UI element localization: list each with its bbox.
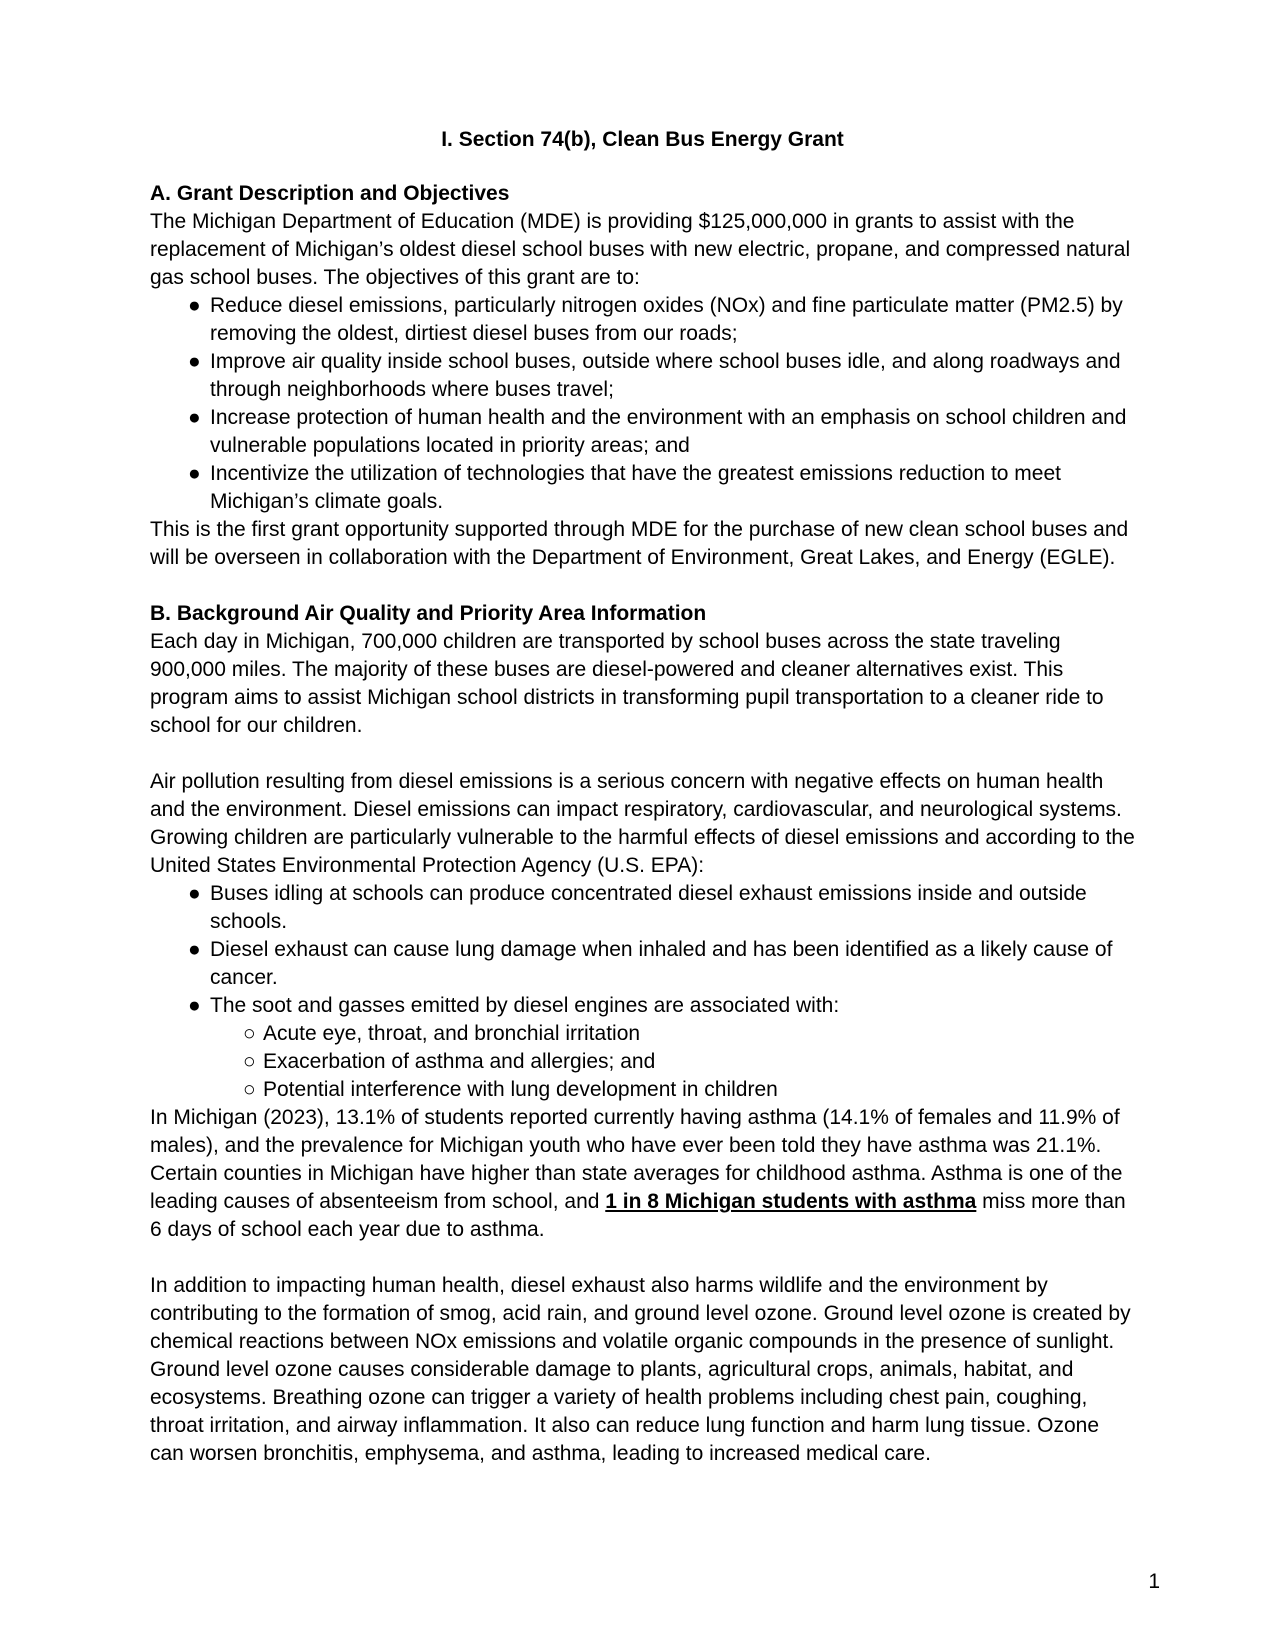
sub-list-item-text: Exacerbation of asthma and allergies; and [263, 1050, 656, 1073]
list-item [150, 292, 1135, 348]
list-item-text: Improve air quality inside school buses, outside where school buses idle, and along roadways and through neighborhoods where buses travel; [210, 350, 1121, 401]
document-title: I. Section 74(b), Clean Bus Energy Grant [441, 128, 844, 151]
list-item [150, 348, 1135, 404]
section-a [150, 180, 1135, 572]
page-number: 1 [1148, 1570, 1160, 1593]
asthma-stats-text-end: miss more than 6 days of school each year due to asthma. [150, 1190, 1126, 1241]
spacer [150, 572, 1135, 600]
health-effects-sublist [150, 1020, 1135, 1104]
list-item [150, 936, 1135, 992]
list-item-text: Incentivize the utilization of technologies that have the greatest emissions reduction to meet Michigan’s climate goals. [210, 462, 1061, 513]
bullet-icon: ● [188, 294, 201, 317]
sub-list-item-text: Potential interference with lung development in children [263, 1078, 778, 1101]
sub-list-item [150, 1020, 1135, 1048]
circle-bullet-icon: ○ [243, 1078, 256, 1101]
asthma-stats-text: In Michigan (2023), 13.1% of students reported currently having asthma (14.1% of females and 11.9% of males), and the prevalence for Michigan youth who have ever been told they have asthma was 21.1%. Certain counties in Michigan have higher than state averages for childhood asthma. Asthma is one of the leading causes of absenteeism from school, and [150, 1106, 1123, 1213]
bullet-icon: ● [188, 938, 201, 961]
section-b-heading: B. Background Air Quality and Priority Area Information [150, 602, 707, 625]
circle-bullet-icon: ○ [243, 1050, 256, 1073]
asthma-students-link[interactable]: 1 in 8 Michigan students with asthma [605, 1190, 977, 1213]
list-item-text: Increase protection of human health and the environment with an emphasis on school children and vulnerable populations located in priority areas; and [210, 406, 1127, 457]
bullet-icon: ● [188, 882, 201, 905]
sub-list-item [150, 1076, 1135, 1104]
list-item [150, 404, 1135, 460]
bullet-icon: ● [188, 406, 201, 429]
section-a-intro: The Michigan Department of Education (MDE) is providing $125,000,000 in grants to assist with the replacement of Michigan’s oldest diesel school buses with new electric, propane, and compressed natural gas school buses. The objectives of this grant are to: [150, 210, 1131, 289]
sub-list-item-text: Acute eye, throat, and bronchial irritation [263, 1022, 641, 1045]
list-item-text: Diesel exhaust can cause lung damage when inhaled and has been identified as a likely cause of cancer. [210, 938, 1113, 989]
section-b [150, 600, 1135, 1468]
spacer [150, 740, 1135, 768]
section-b-paragraph-3 [150, 1104, 1135, 1244]
bullet-icon: ● [188, 350, 201, 373]
epa-facts-list [150, 880, 1135, 1020]
section-b-paragraph-1: Each day in Michigan, 700,000 children are transported by school buses across the state traveling 900,000 miles. The majority of these buses are diesel-powered and cleaner alternatives exist. This program aims to assist Michigan school districts in transforming pupil transportation to a cleaner ride to school for our children. [150, 630, 1104, 737]
list-item [150, 460, 1135, 516]
list-item-text: Reduce diesel emissions, particularly nitrogen oxides (NOx) and fine particulate matter (PM2.5) by removing the oldest, dirtiest diesel buses from our roads; [210, 294, 1123, 345]
sub-list-item [150, 1048, 1135, 1076]
list-item-text: Buses idling at schools can produce concentrated diesel exhaust emissions inside and outside schools. [210, 882, 1087, 933]
bullet-icon: ● [188, 994, 201, 1017]
document-content [150, 126, 1135, 1468]
spacer [150, 1244, 1135, 1272]
section-b-paragraph-4: In addition to impacting human health, diesel exhaust also harms wildlife and the environment by contributing to the formation of smog, acid rain, and ground level ozone. Ground level ozone is created by chemical reactions between NOx emissions and volatile organic compounds in the presence of sunlight. Ground level ozone causes considerable damage to plants, agricultural crops, animals, habitat, and ecosystems. Breathing ozone can trigger a variety of health problems including chest pain, coughing, throat irritation, and airway inflammation. It also can reduce lung function and harm lung tissue. Ozone can worsen bronchitis, emphysema, and asthma, leading to increased medical care. [150, 1274, 1131, 1465]
bullet-icon: ● [188, 462, 201, 485]
list-item [150, 880, 1135, 936]
list-item-text: The soot and gasses emitted by diesel engines are associated with: [210, 994, 840, 1017]
section-b-paragraph-2: Air pollution resulting from diesel emissions is a serious concern with negative effects on human health and the environment. Diesel emissions can impact respiratory, cardiovascular, and neurological systems. Growing children are particularly vulnerable to the harmful effects of diesel emissions and according to the United States Environmental Protection Agency (U.S. EPA): [150, 770, 1135, 877]
section-a-heading: A. Grant Description and Objectives [150, 182, 510, 205]
circle-bullet-icon: ○ [243, 1022, 256, 1045]
list-item [150, 992, 1135, 1020]
section-a-closing: This is the first grant opportunity supported through MDE for the purchase of new clean school buses and will be overseen in collaboration with the Department of Environment, Great Lakes, and Energy (EGLE). [150, 518, 1129, 569]
objectives-list [150, 292, 1135, 516]
